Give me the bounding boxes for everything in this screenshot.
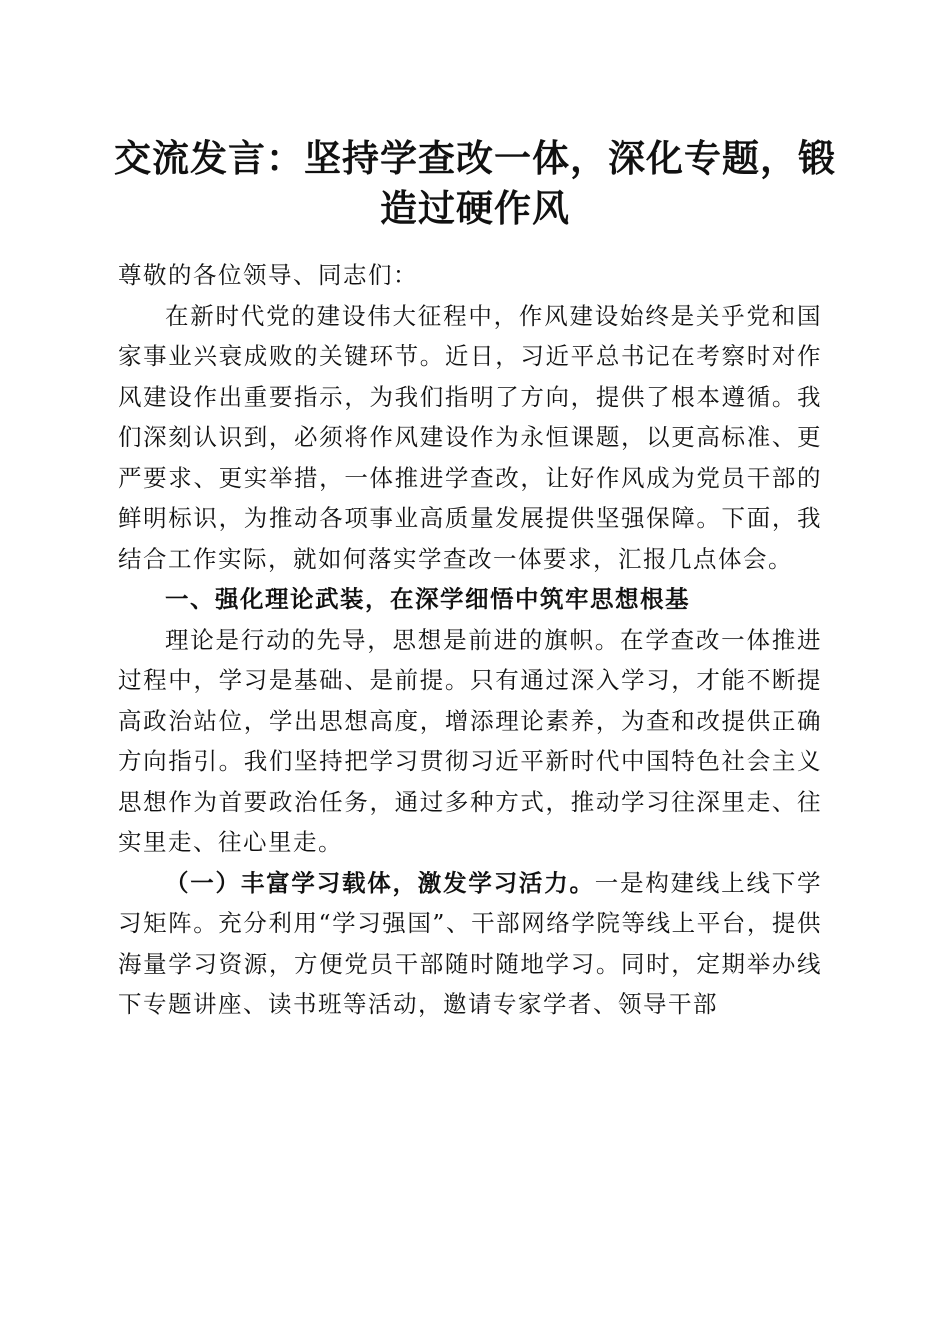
salutation: 尊敬的各位领导、同志们： [118,261,418,289]
subsection-heading-1: （一）丰富学习载体，激发学习活力。 [165,868,595,897]
document-title: 交流发言：坚持学查改一体，深化专题，锻造过硬作风 [114,136,836,230]
document-body [118,255,822,1025]
intro-paragraph: 在新时代党的建设伟大征程中，作风建设始终是关乎党和国家事业兴衰成败的关键环节。近日，习近平总书记在考察时对作风建设作出重要指示，为我们指明了方向，提供了根本遵循。我们深刻认识到，必须将作风建设作为永恒课题，以更高标准、更严要求、更实举措，一体推进学查改，让好作风成为党员干部的鲜明标识，为推动各项事业高质量发展提供坚强保障。下面，我结合工作实际，就如何落实学查改一体要求，汇报几点体会。 [118,301,822,573]
section-heading-1: 一、强化理论武装，在深学细悟中筑牢思想根基 [165,585,690,613]
section-1-paragraph: 理论是行动的先导，思想是前进的旗帜。在学查改一体推进过程中，学习是基础、是前提。只有通过深入学习，才能不断提高政治站位，学出思想高度，增添理论素养，为查和改提供正确方向指引。我们坚持把学习贯彻习近平新时代中国特色社会主义思想作为首要政治任务，通过多种方式，推动学习往深里走、往实里走、往心里走。 [118,625,822,856]
subsection-1-paragraph [118,863,822,1025]
subsection-1-text: 一是构建线上线下学习矩阵。充分利用“学习强国”、干部网络学院等线上平台，提供海量学习资源，方便党员干部随时随地学习。同时，定期举办线下专题讲座、读书班等活动，邀请专家学者、领导干部 [118,868,823,1018]
